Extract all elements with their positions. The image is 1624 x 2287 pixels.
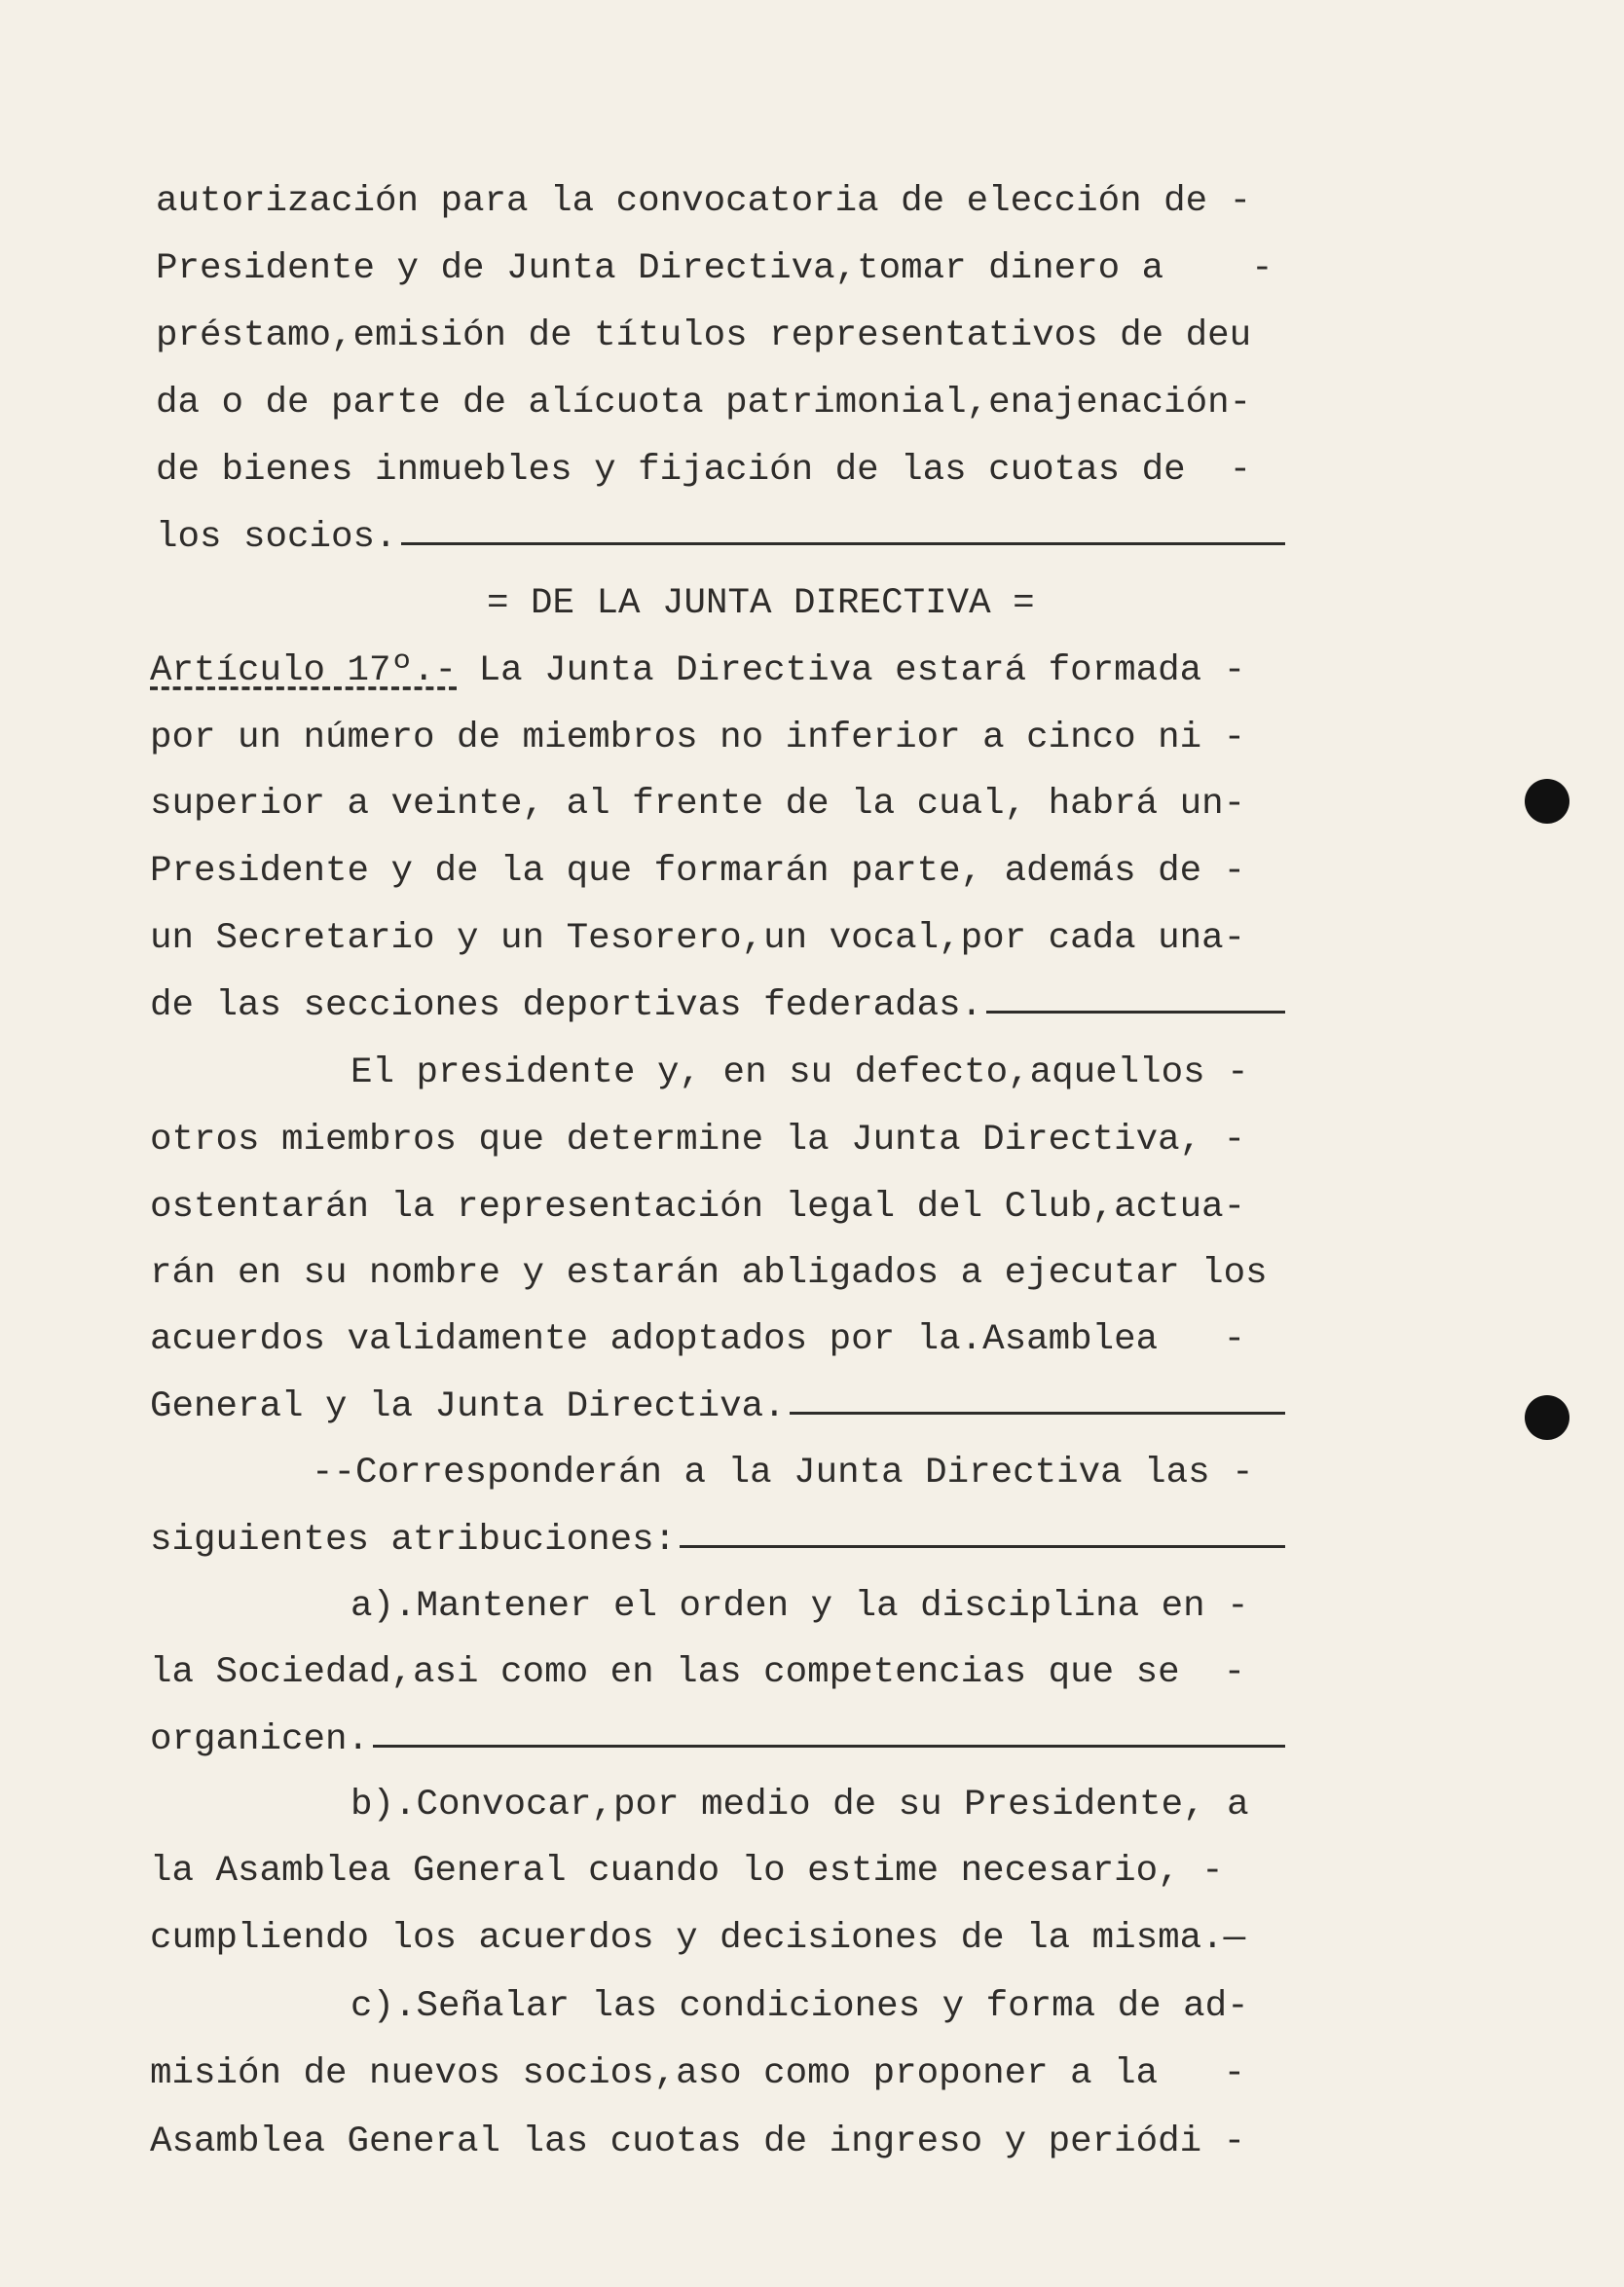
line-text: superior a veinte, al frente de la cual, habrá un-: [150, 784, 1246, 825]
line-text: ostentarán la representación legal del Club,actua-: [150, 1187, 1246, 1228]
text-line: [156, 513, 1285, 562]
line-text: rán en su nombre y estarán abligados a ejecutar los: [150, 1253, 1268, 1294]
line-text: General y la Junta Directiva.: [150, 1386, 786, 1427]
fill-rule: [680, 1545, 1285, 1548]
text-line: [150, 1648, 1285, 1697]
text-line: [150, 1383, 1285, 1431]
line-text: a).Mantener el orden y la disciplina en -: [351, 1586, 1249, 1627]
text-line: [150, 1315, 1285, 1364]
line-text: autorización para la convocatoria de elección de -: [156, 181, 1252, 222]
line-text: organicen.: [150, 1719, 370, 1760]
text-line: [150, 1914, 1285, 1963]
text-line: [156, 312, 1285, 360]
text-line: [150, 981, 1285, 1030]
text-line: [150, 1516, 1285, 1565]
fill-rule: [986, 1011, 1285, 1014]
line-text: c).Señalar las condiciones y forma de ad-: [351, 1986, 1249, 2027]
binder-hole-mark: [1525, 779, 1569, 824]
line-text: un Secretario y un Tesorero,un vocal,por cada una-: [150, 918, 1246, 959]
text-line: [351, 1582, 1285, 1631]
text-line: [156, 177, 1285, 226]
line-text: Asamblea General las cuotas de ingreso y periódi -: [150, 2121, 1246, 2162]
line-text: --Corresponderán a la Junta Directiva las -: [312, 1453, 1254, 1494]
line-text: de las secciones deportivas federadas.: [150, 985, 983, 1026]
line-text: El presidente y, en su defecto,aquellos -: [351, 1052, 1249, 1093]
line-text: por un número de miembros no inferior a cinco ni -: [150, 718, 1246, 758]
article-line: [150, 646, 1285, 695]
text-line: [150, 2118, 1285, 2166]
line-text: acuerdos validamente adoptados por la.Asamblea -: [150, 1319, 1246, 1360]
text-line: [150, 1183, 1285, 1232]
line-text: La Junta Directiva estará formada -: [457, 650, 1246, 691]
text-line: [351, 1982, 1285, 2031]
line-text: misión de nuevos socios,aso como proponer a la -: [150, 2053, 1246, 2094]
text-line: [150, 780, 1285, 829]
fill-rule: [401, 542, 1285, 545]
line-text: otros miembros que determine la Junta Directiva, -: [150, 1120, 1246, 1161]
line-text: préstamo,emisión de títulos representativos de deu: [156, 315, 1252, 356]
line-text: la Asamblea General cuando lo estime necesario, -: [150, 1851, 1224, 1892]
line-text: Presidente y de Junta Directiva,tomar dinero a -: [156, 248, 1273, 289]
text-line: [150, 914, 1285, 963]
article-number: Artículo 17º.-: [150, 650, 458, 691]
line-text: cumpliendo los acuerdos y decisiones de la misma.—: [150, 1918, 1246, 1959]
text-line: [351, 1781, 1285, 1829]
text-line: [150, 1715, 1285, 1764]
text-line: [312, 1449, 1285, 1497]
text-line: [351, 1049, 1285, 1097]
text-line: [150, 1847, 1285, 1896]
text-line: [156, 244, 1285, 293]
heading-text: = DE LA JUNTA DIRECTIVA =: [487, 583, 1035, 624]
binder-hole-mark: [1525, 1395, 1569, 1440]
line-text: da o de parte de alícuota patrimonial,enajenación-: [156, 383, 1252, 424]
text-line: [150, 1249, 1285, 1298]
line-text: Presidente y de la que formarán parte, además de -: [150, 851, 1246, 892]
line-text: de bienes inmuebles y fijación de las cuotas de -: [156, 450, 1252, 491]
line-text: b).Convocar,por medio de su Presidente, a: [351, 1785, 1249, 1826]
line-text: los socios.: [156, 517, 397, 558]
text-line: [150, 1116, 1285, 1164]
line-text: la Sociedad,asi como en las competencias que se -: [150, 1652, 1246, 1693]
text-line: [150, 714, 1285, 762]
fill-rule: [373, 1745, 1285, 1748]
fill-rule: [790, 1412, 1285, 1415]
text-line: [150, 847, 1285, 896]
section-heading: [487, 579, 1168, 628]
text-line: [150, 2049, 1285, 2098]
text-line: [156, 379, 1285, 427]
line-text: siguientes atribuciones:: [150, 1520, 677, 1561]
text-line: [156, 446, 1285, 495]
